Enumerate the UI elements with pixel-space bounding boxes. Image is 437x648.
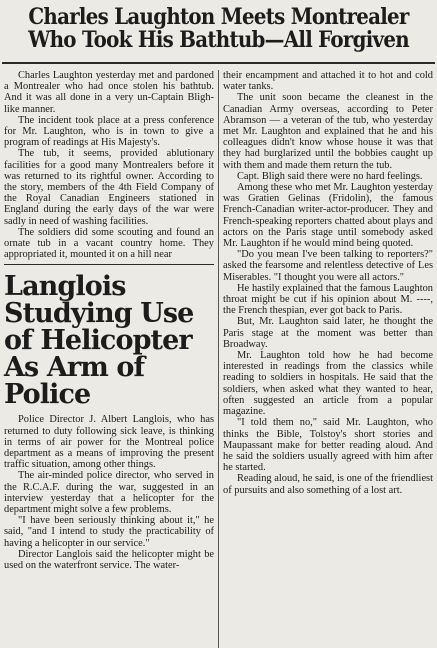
article-paragraph: Director Langlois said the helicopter might be used on the waterfront service. The water- bbox=[4, 548, 214, 572]
article-paragraph: The unit soon became the cleanest in the Canadian Army overseas, according to Peter Abramson — a veteran of the tub, who yesterday met Mr. Laughton and explained that he and his colleagues didn't know whose house it was that they had burglarized until the bobbies caught up with them and made them return the tub. bbox=[223, 92, 433, 171]
left-column bbox=[4, 70, 214, 571]
article-paragraph: Among these who met Mr. Laughton yesterday was Gratien Gelinas (Fridolin), the famous French-Canadian writer-actor-producer. They and French-speaking reporters chatted about plays and actors on the Paris stage until somebody asked Mr. Laughton if he would mind being quoted. bbox=[223, 182, 433, 250]
article-paragraph: their encampment and attached it to hot and cold water tanks. bbox=[223, 70, 433, 93]
article-paragraph: Mr. Laughton told how he had become interested in readings from the classics while reading to soldiers in hospitals. He said that the soldiers, when asked what they wanted to hear, often suggested an article from a popular magazine. bbox=[223, 350, 433, 418]
article-paragraph: He hastily explained that the famous Laughton throat might be cut if his opinion about M. ----, the French thespian, ever got back to Paris. bbox=[223, 282, 433, 317]
article-paragraph: "I told them no," said Mr. Laughton, who thinks the Bible, Tolstoy's short stories and Maupassant make for better reading aloud. And he said the soldiers usually agreed with him after he started. bbox=[223, 417, 433, 474]
headline-rule bbox=[2, 62, 435, 64]
article-paragraph: But, Mr. Laughton said later, he thought the Paris stage at the moment was better than Broadway. bbox=[223, 316, 433, 350]
article-paragraph: "Do you mean I've been talking to reporters?" asked the fearsome and relentless detective of Les Miserables. "I thought you were all actors." bbox=[223, 249, 433, 283]
column-divider bbox=[218, 70, 219, 648]
article-paragraph: Capt. Bligh said there were no hard feelings. bbox=[237, 170, 423, 182]
article-paragraph: "I have been seriously thinking about it," he said, "and I intend to study the practicability of having a helicopter in our service." bbox=[4, 515, 214, 549]
article-paragraph: The tub, it seems, provided ablutionary facilities for a good many Montrealers before it was returned to its rightful owner. According to the story, members of the 4th Field Company of the Royal Canadian Engineers stationed in England during the early days of the war were sadly in need of washing facilities. bbox=[4, 148, 214, 227]
subhead-langlois: Langlois Studying Use of Helicopter As Arm of Police bbox=[4, 271, 194, 411]
article-paragraph: Reading aloud, he said, is one of the friendliest of pursuits and also something of a lost art. bbox=[223, 473, 433, 496]
headline bbox=[24, 6, 414, 52]
article-paragraph: The incident took place at a press conference for Mr. Laughton, who is in town to give a program of readings at His Majesty's. bbox=[4, 114, 214, 149]
article-paragraph: Charles Laughton yesterday met and pardoned a Montrealer who had once stolen his bathtub. And it was all done in a very un-Captain Bligh-like manner. bbox=[4, 70, 214, 115]
section-rule bbox=[4, 264, 214, 265]
headline-line-2: Who Took His Bathtub—All Forgiven bbox=[28, 27, 409, 53]
article-paragraph: The air-minded police director, who served in the R.C.A.F. during the war, suggested in an interview yesterday that a helicopter for the department might solve a few problems. bbox=[4, 470, 214, 516]
headline-line-1: Charles Laughton Meets Montrealer bbox=[28, 4, 409, 30]
right-column bbox=[223, 70, 433, 496]
article-paragraph: Police Director J. Albert Langlois, who has returned to duty following sick leave, is thinking in terms of air power for the Montreal police department as a means of improving the present traffic situation, among other things. bbox=[4, 414, 214, 471]
article-paragraph: The soldiers did some scouting and found an ornate tub in a vacant country home. They appropriated it, mounted it on a hill near bbox=[4, 226, 214, 261]
